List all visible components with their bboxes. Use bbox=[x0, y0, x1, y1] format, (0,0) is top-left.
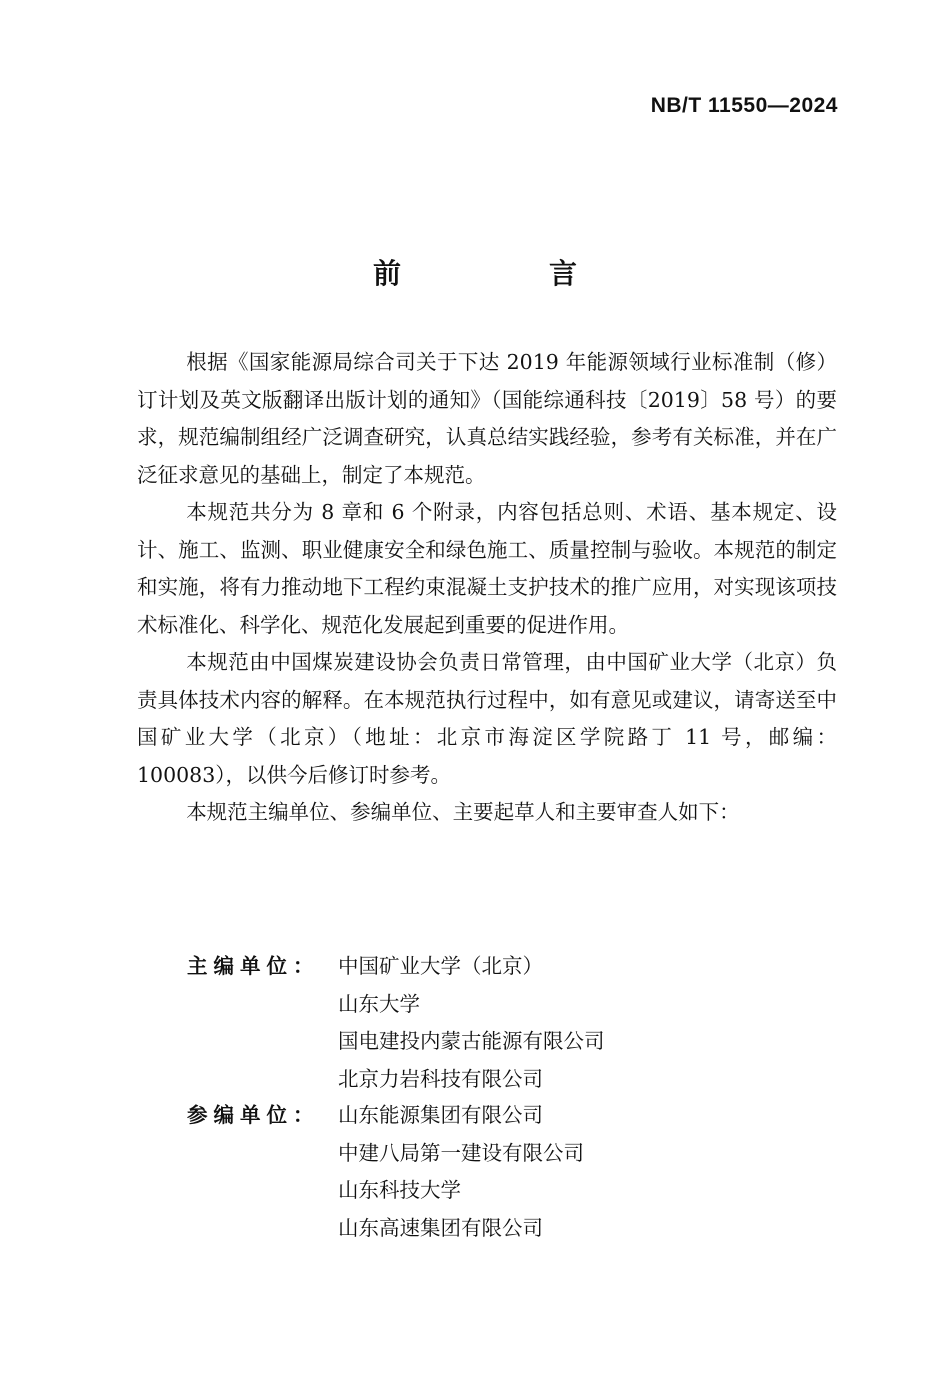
paragraph-4: 本规范主编单位、参编单位、主要起草人和主要审查人如下： bbox=[186, 800, 740, 824]
paragraph-3: 本规范由中国煤炭建设协会负责日常管理，由中国矿业大学（北京）负责具体技术内容的解释。在本规范执行过程中，如有意见或建议，请寄送至中国矿业大学（北京）（地址：北京市海淀区学院路丁 11 号，邮编：100083），以供今后修订时参考。 bbox=[137, 650, 837, 787]
participating-unit: 山东高速集团有限公司 bbox=[338, 1215, 543, 1240]
participating-unit: 山东能源集团有限公司 bbox=[338, 1103, 543, 1127]
chief-editor-unit: 北京力岩科技有限公司 bbox=[338, 1066, 543, 1091]
preface-body bbox=[137, 344, 837, 832]
paragraph-2: 本规范共分为 8 章和 6 个附录，内容包括总则、术语、基本规定、设计、施工、监测、职业健康安全和绿色施工、质量控制与验收。本规范的制定和实施，将有力推动地下工程约束混凝土支护技术的推广应用，对实现该项技术标准化、科学化、规范化发展起到重要的促进作用。 bbox=[137, 500, 837, 637]
standard-number: NB/T 11550—2024 bbox=[650, 94, 838, 117]
participating-unit: 中建八局第一建设有限公司 bbox=[338, 1140, 584, 1165]
participating-unit: 山东科技大学 bbox=[338, 1178, 461, 1202]
participating-list bbox=[338, 1097, 584, 1247]
participating-label: 参编单位： bbox=[187, 1103, 320, 1127]
chief-editor-list bbox=[338, 948, 605, 1098]
chief-editor-unit: 国电建投内蒙古能源有限公司 bbox=[338, 1029, 605, 1053]
page-title: 前 言 bbox=[372, 257, 637, 290]
chief-editor-label: 主编单位： bbox=[187, 954, 320, 978]
paragraph-1: 根据《国家能源局综合司关于下达 2019 年能源领域行业标准制（修）订计划及英文版翻译出版计划的通知》（国能综通科技〔2019〕58 号）的要求，规范编制组经广泛调查研究，认真总结实践经验，参考有关标准，并在广泛征求意见的基础上，制定了本规范。 bbox=[137, 350, 837, 487]
chief-editor-unit: 山东大学 bbox=[338, 991, 420, 1016]
chief-editor-unit: 中国矿业大学（北京） bbox=[338, 954, 543, 978]
